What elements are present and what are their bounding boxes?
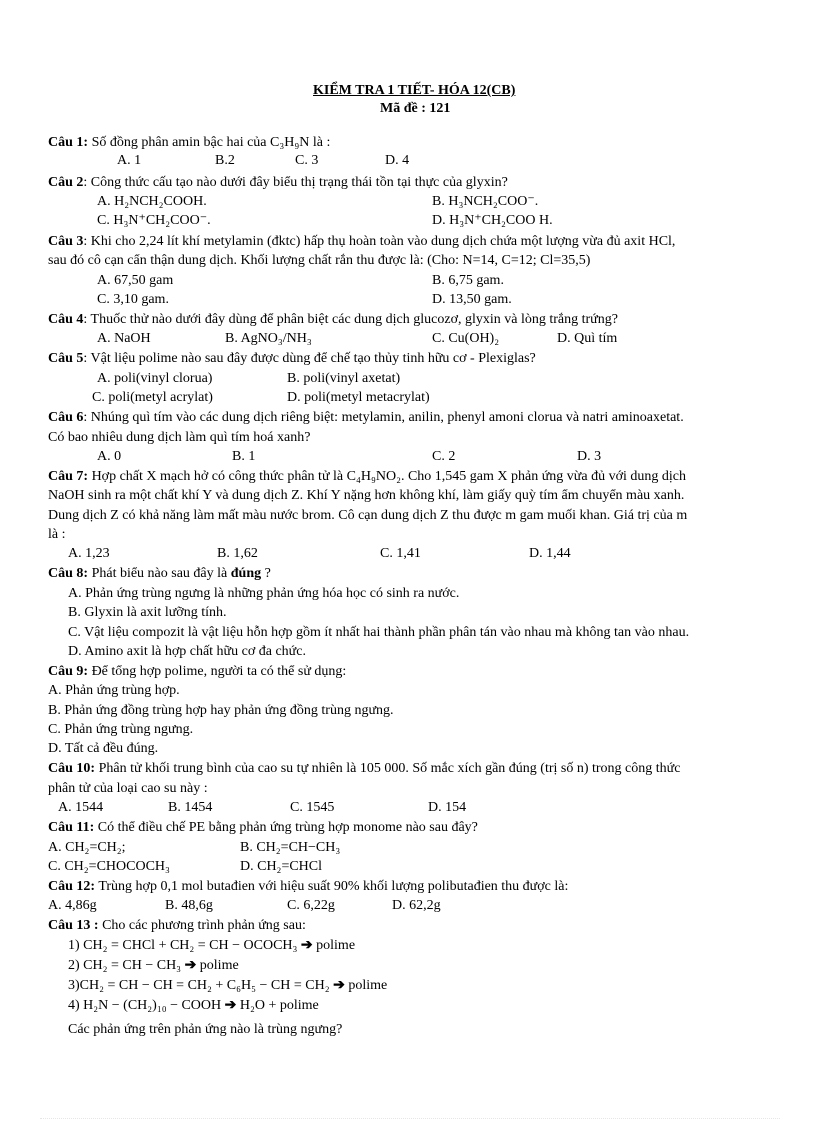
question-label: Câu 3: [48, 234, 84, 249]
option: A. NaOH: [97, 331, 151, 346]
option: D. Quì tím: [557, 331, 618, 346]
arrow-right-icon: ➔: [300, 938, 313, 953]
arrow-right-icon: ➔: [333, 978, 345, 993]
reaction-reactants: 1) CH₂ = CHCl + CH₂ = CH − OCOCH₃: [68, 938, 298, 953]
option: C. H₃N⁺CH₂COO⁻.: [97, 213, 211, 228]
option: C. 1,41: [380, 546, 421, 561]
page-bottom-divider: [40, 1118, 780, 1119]
question-label: Câu 4: [48, 312, 84, 327]
question-label: Câu 13 :: [48, 918, 99, 933]
option: C. 6,22g: [287, 898, 335, 913]
option: D. 1,44: [529, 546, 571, 561]
option: D. Amino axit là hợp chất hữu cơ đa chức.: [68, 644, 306, 659]
option: D. 3: [577, 449, 602, 464]
option: A. poli(vinyl clorua): [97, 371, 213, 386]
arrow-right-icon: ➔: [224, 998, 237, 1013]
option: A. 1,23: [68, 546, 110, 561]
question-text: Để tổng hợp polime, người ta có thể sử dụng:: [91, 664, 347, 679]
question-11: [48, 819, 478, 837]
option: C. 2: [432, 449, 456, 464]
question-mark: ?: [264, 566, 271, 581]
question-label: Câu 9:: [48, 664, 89, 679]
option: B. CH₂=CH−CH₃: [240, 840, 341, 855]
option: C. 3: [295, 153, 319, 168]
reaction-product: polime: [348, 978, 388, 993]
question-label: Câu 7:: [48, 469, 89, 484]
option: B. poli(vinyl axetat): [287, 371, 401, 386]
question-label: Câu 1:: [48, 135, 89, 150]
option: B. 1454: [168, 800, 213, 815]
question-text-cont: phân tử của loại cao su này :: [48, 781, 208, 796]
question-12: [48, 878, 568, 896]
question-1: [48, 134, 330, 152]
question-2: [48, 174, 508, 192]
question-13-prompt: Các phản ứng trên phản ứng nào là trùng ngưng?: [68, 1022, 343, 1037]
question-label: Câu 2: [48, 175, 84, 190]
reaction-row: [68, 997, 319, 1015]
question-10: [48, 760, 680, 778]
question-text: Có thể điều chế PE bằng phản ứng trùng hợp monome nào sau đây?: [97, 820, 478, 835]
question-4: [48, 311, 618, 329]
option: D. 62,2g: [392, 898, 441, 913]
option: C. poli(metyl acrylat): [92, 390, 213, 405]
option: B. Glyxin là axit lưỡng tính.: [68, 605, 227, 620]
option: B. 6,75 gam.: [432, 273, 504, 288]
question-label: Câu 8:: [48, 566, 89, 581]
question-label: Câu 5: [48, 351, 84, 366]
option: C. Vật liệu compozit là vật liệu hỗn hợp gồm ít nhất hai thành phần phân tán vào nhau mà không tan vào nhau.: [68, 625, 690, 640]
reaction-product: H₂O + polime: [239, 998, 319, 1013]
question-label: Câu 11:: [48, 820, 95, 835]
reaction-reactants: 3)CH₂ = CH − CH = CH₂ + C₆H₅ − CH = CH₂: [68, 978, 330, 993]
question-text: : Vật liệu polime nào sau đây được dùng để chế tạo thủy tinh hữu cơ - Plexiglas?: [83, 351, 536, 366]
question-text-cont: Dung dịch Z có khả năng làm mất màu nước brom. Cô cạn dung dịch Z thu được m gam muối khan. Giá trị của m: [48, 508, 688, 523]
question-label: Câu 10:: [48, 761, 96, 776]
arrow-right-icon: ➔: [184, 958, 197, 973]
option: A. Phản ứng trùng hợp.: [48, 683, 180, 698]
option: D. 154: [428, 800, 467, 815]
question-9: [48, 663, 346, 681]
option: D. 4: [385, 153, 410, 168]
question-text-cont: sau đó cô cạn cẩn thận dung dịch. Khối lượng chất rắn thu được là: (Cho: N=14, C=12; Cl=35,5): [48, 253, 591, 268]
option: B. 1: [232, 449, 256, 464]
question-3: [48, 233, 675, 251]
question-text: Trùng hợp 0,1 mol butađien với hiệu suất 90% khối lượng polibutađien thu được là:: [98, 879, 569, 894]
reaction-row: [68, 977, 387, 995]
question-13: [48, 917, 306, 935]
option: C. 3,10 gam.: [97, 292, 169, 307]
reaction-row: [68, 957, 239, 975]
reaction-reactants: 4) H₂N − (CH₂)₁₀ − COOH: [68, 998, 222, 1013]
reaction-product: polime: [316, 938, 356, 953]
question-text: : Công thức cấu tạo nào dưới đây biểu thị trạng thái tồn tại thực của glyxin?: [83, 175, 508, 190]
question-text-cont: là :: [48, 527, 66, 542]
option: D. CH₂=CHCl: [240, 859, 323, 874]
question-label: Câu 12:: [48, 879, 96, 894]
option: B. Phản ứng đồng trùng hợp hay phản ứng đồng trùng ngưng.: [48, 703, 394, 718]
question-text-cont: Có bao nhiêu dung dịch làm quì tím hoá xanh?: [48, 430, 311, 445]
question-text: Số đồng phân amin bậc hai của C₃H₉N là :: [91, 135, 331, 150]
option: B. AgNO₃/NH₃: [225, 331, 312, 346]
option: C. Phản ứng trùng ngưng.: [48, 722, 194, 737]
option: D. 13,50 gam.: [432, 292, 512, 307]
option: A. H₂NCH₂COOH.: [97, 194, 207, 209]
question-text: : Nhúng quì tím vào các dung dịch riêng biệt: metylamin, anilin, phenyl amoni clorua và natri aminoaxetat.: [83, 410, 684, 425]
option: C. Cu(OH)₂: [432, 331, 500, 346]
question-text: : Thuốc thử nào dưới đây dùng để phân biệt các dung dịch glucozơ, glyxin và lòng trắng trứng?: [83, 312, 618, 327]
reaction-reactants: 2) CH₂ = CH − CH₃: [68, 958, 182, 973]
option: A. 1544: [58, 800, 104, 815]
question-label: Câu 6: [48, 410, 84, 425]
option: A. 4,86g: [48, 898, 97, 913]
option: B.2: [215, 153, 235, 168]
question-text: Phân tử khối trung bình của cao su tự nhiên là 105 000. Số mắc xích gần đúng (trị số n) trong công thức: [98, 761, 681, 776]
option: A. 0: [97, 449, 122, 464]
option: A. CH₂=CH₂;: [48, 840, 126, 855]
emphasis-word: đúng: [230, 566, 262, 581]
question-5: [48, 350, 536, 368]
question-text-cont: NaOH sinh ra một chất khí Y và dung dịch Z. Khí Y nặng hơn không khí, làm giấy quỳ tím ẩm chuyển màu xanh.: [48, 488, 685, 503]
reaction-product: polime: [199, 958, 239, 973]
option: C. 1545: [290, 800, 335, 815]
option: D. poli(metyl metacrylat): [287, 390, 430, 405]
question-8: [48, 565, 271, 583]
exam-code: Mã đề : 121: [380, 101, 451, 116]
question-text: Hợp chất X mạch hở có công thức phân tử là C₄H₉NO₂. Cho 1,545 gam X phản ứng vừa đủ với dung dịch: [91, 469, 687, 484]
option: A. 67,50 gam: [97, 273, 174, 288]
question-text: Phát biểu nào sau đây là: [91, 566, 228, 581]
option: B. 48,6g: [165, 898, 213, 913]
option: D. H₃N⁺CH₂COO H.: [432, 213, 553, 228]
option: D. Tất cả đều đúng.: [48, 741, 159, 756]
option: C. CH₂=CHOCOCH₃: [48, 859, 170, 874]
option: A. Phản ứng trùng ngưng là những phản ứng hóa học có sinh ra nước.: [68, 586, 460, 601]
question-text: Cho các phương trình phản ứng sau:: [102, 918, 306, 933]
question-6: [48, 409, 684, 427]
option: B. H₃NCH₂COO⁻.: [432, 194, 539, 209]
question-7: [48, 468, 686, 486]
exam-title: KIỂM TRA 1 TIẾT- HÓA 12(CB): [313, 83, 516, 98]
option: B. 1,62: [217, 546, 258, 561]
reaction-row: [68, 937, 355, 955]
question-text: : Khi cho 2,24 lít khí metylamin (đktc) hấp thụ hoàn toàn vào dung dịch chứa một lượng vừa đủ axit HCl,: [83, 234, 676, 249]
option: A. 1: [117, 153, 142, 168]
